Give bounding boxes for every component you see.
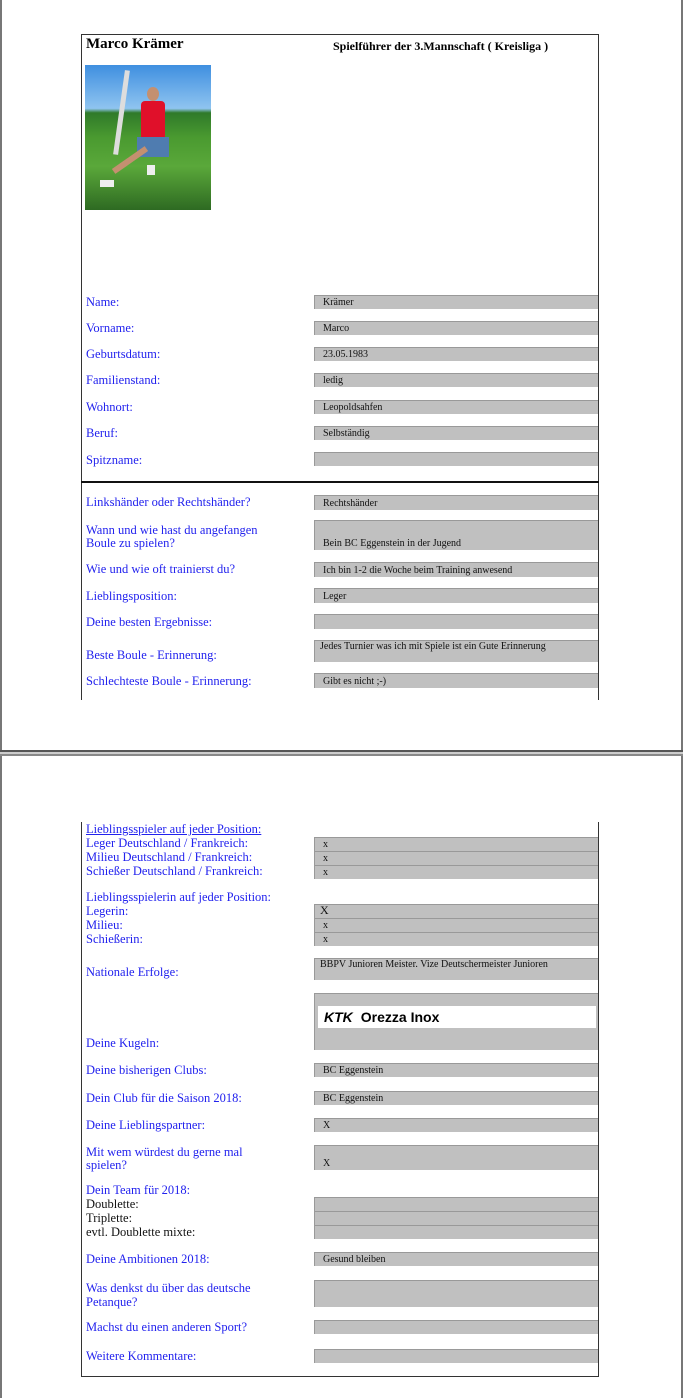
field-petanque[interactable]	[314, 1280, 598, 1307]
field-legerin[interactable]: X	[314, 904, 598, 918]
label-team: Dein Team für 2018:	[86, 1183, 191, 1197]
label-worst-memory: Schlechteste Boule - Erinnerung:	[86, 674, 252, 688]
field-milieu-f[interactable]: x	[314, 918, 598, 932]
label-petanque: Was denkst du über das deutsche	[86, 1281, 251, 1295]
label-ambitions: Deine Ambitionen 2018:	[86, 1252, 210, 1266]
player-photo	[85, 65, 211, 210]
label-doublette: Doublette:	[86, 1197, 139, 1211]
field-schiesserin[interactable]: x	[314, 932, 598, 946]
label-position: Lieblingsposition:	[86, 589, 177, 603]
label-best-results: Deine besten Ergebnisse:	[86, 615, 213, 629]
field-partner[interactable]: X	[314, 1118, 598, 1132]
field-clubs[interactable]: BC Eggenstein	[314, 1063, 598, 1077]
field-started[interactable]: Bein BC Eggenstein in der Jugend	[314, 520, 598, 550]
label-started: Wann und wie hast du angefangen	[86, 523, 258, 537]
field-club-2018[interactable]: BC Eggenstein	[314, 1091, 598, 1105]
field-mixte[interactable]	[314, 1225, 598, 1239]
field-fav-shooter[interactable]: x	[314, 865, 598, 879]
label-other-sport: Machst du einen anderen Sport?	[86, 1320, 248, 1334]
fav-players-heading: Lieblingsspieler auf jeder Position:	[86, 822, 262, 836]
field-ambitions[interactable]: Gesund bleiben	[314, 1252, 598, 1266]
label-marital-status: Familienstand:	[86, 373, 161, 387]
field-vorname[interactable]: Marco	[314, 321, 598, 335]
label-play-with: Mit wem würdest du gerne mal	[86, 1145, 243, 1159]
ball-brand: KTK	[324, 1009, 353, 1025]
label-vorname: Vorname:	[86, 321, 135, 335]
label-balls: Deine Kugeln:	[86, 1036, 160, 1050]
player-role: Spielführer der 3.Mannschaft ( Kreisliga )	[333, 39, 549, 53]
label-petanque-2: Petanque?	[86, 1295, 138, 1309]
field-profession[interactable]: Selbständig	[314, 426, 598, 440]
label-birthdate: Geburtsdatum:	[86, 347, 161, 361]
label-national: Nationale Erfolge:	[86, 965, 179, 979]
section-divider	[81, 481, 599, 483]
field-marital-status[interactable]: ledig	[314, 373, 598, 387]
player-name: Marco Krämer	[86, 36, 184, 52]
field-best-results[interactable]	[314, 614, 598, 629]
field-other-sport[interactable]	[314, 1320, 598, 1334]
field-fav-leger[interactable]: x	[314, 837, 598, 851]
label-mixte: evtl. Doublette mixte:	[86, 1225, 196, 1239]
field-national[interactable]: BBPV Junioren Meister. Vize Deutschermeister Junioren	[314, 958, 598, 980]
label-schiesserin: Schießerin:	[86, 932, 143, 946]
label-started-2: Boule zu spielen?	[86, 536, 175, 550]
field-play-with[interactable]: X	[314, 1145, 598, 1170]
label-name: Name:	[86, 295, 120, 309]
field-position[interactable]: Leger	[314, 588, 598, 603]
label-nickname: Spitzname:	[86, 453, 143, 467]
fav-female-heading: Lieblingsspielerin auf jeder Position:	[86, 890, 272, 904]
label-legerin: Legerin:	[86, 904, 129, 918]
label-best-memory: Beste Boule - Erinnerung:	[86, 648, 217, 662]
label-partner: Deine Lieblingspartner:	[86, 1118, 206, 1132]
label-comments: Weitere Kommentare:	[86, 1349, 197, 1363]
field-triplette[interactable]	[314, 1211, 598, 1225]
field-worst-memory[interactable]: Gibt es nicht ;-)	[314, 673, 598, 688]
ball-model: Orezza Inox	[360, 1009, 440, 1025]
label-fav-leger: Leger Deutschland / Frankreich:	[86, 836, 249, 850]
label-residence: Wohnort:	[86, 400, 133, 414]
field-training[interactable]: Ich bin 1-2 die Woche beim Training anwesend	[314, 562, 598, 577]
field-fav-milieu[interactable]: x	[314, 851, 598, 865]
label-play-with-2: spielen?	[86, 1158, 127, 1172]
label-milieu-f: Milieu:	[86, 918, 123, 932]
field-residence[interactable]: Leopoldsahfen	[314, 400, 598, 414]
field-doublette[interactable]	[314, 1197, 598, 1211]
label-profession: Beruf:	[86, 426, 118, 440]
label-fav-shooter: Schießer Deutschland / Frankreich:	[86, 864, 263, 878]
label-triplette: Triplette:	[86, 1211, 133, 1225]
label-fav-milieu: Milieu Deutschland / Frankreich:	[86, 850, 253, 864]
field-birthdate[interactable]: 23.05.1983	[314, 347, 598, 361]
field-nickname[interactable]	[314, 452, 598, 466]
field-handedness[interactable]: Rechtshänder	[314, 495, 598, 510]
field-name[interactable]: Krämer	[314, 295, 598, 309]
field-best-memory[interactable]: Jedes Turnier was ich mit Spiele ist ein Gute Erinnerung	[314, 640, 598, 662]
label-clubs: Deine bisherigen Clubs:	[86, 1063, 207, 1077]
label-training: Wie und wie oft trainierst du?	[86, 562, 236, 576]
field-comments[interactable]	[314, 1349, 598, 1363]
label-handedness: Linkshänder oder Rechtshänder?	[86, 495, 251, 509]
label-club-2018: Dein Club für die Saison 2018:	[86, 1091, 242, 1105]
balls-brand-box	[318, 1006, 596, 1028]
